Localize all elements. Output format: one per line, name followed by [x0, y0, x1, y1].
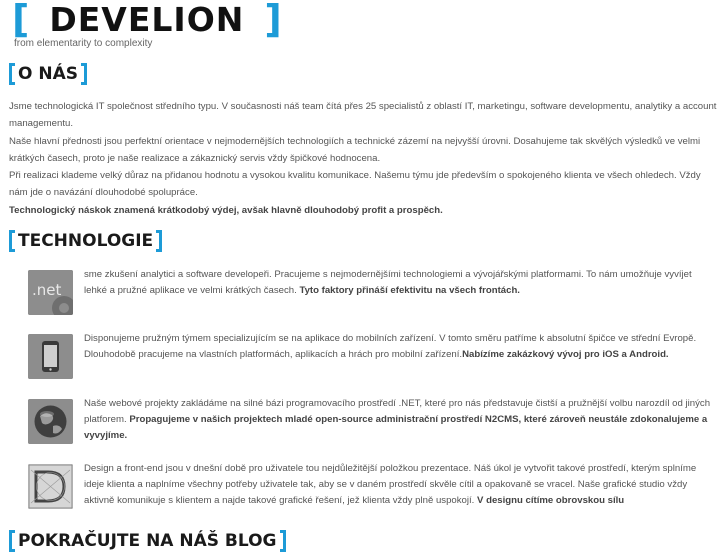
heading-bracket-right [81, 63, 87, 85]
about-paragraph-4 [9, 202, 721, 219]
tech-item-bold: V designu cítíme obrovskou sílu [477, 495, 625, 506]
tech-item-dotnet-text [84, 267, 716, 299]
mobile-phone-icon [28, 334, 73, 379]
tech-item-bold: Nabízíme zakázkový vývoj pro iOS a Android. [462, 349, 669, 360]
tech-item-mobile [28, 334, 718, 379]
about-paragraph-2: Naše hlavní přednosti jsou perfektní orientace v nejmodernějších technologiích a technické zázemí na nejvyšší úrovni. Dosahujeme tak skvělých výsledků ve velmi krátkých časech, proto je naše realizace a zákaznický servis vždy špičkové hodnocena. [9, 136, 701, 164]
technology-heading-text: TECHNOLOGIE [18, 231, 154, 251]
technology-heading [9, 228, 162, 254]
tech-item-bold: Tyto faktory přináší efektivitu na všech frontách. [299, 285, 520, 296]
tech-item-web [28, 399, 718, 444]
dotnet-icon-label: .net [32, 281, 62, 299]
site-logo[interactable] [12, 0, 282, 41]
about-heading-text: O NÁS [18, 64, 78, 84]
heading-bracket-right [156, 230, 162, 252]
design-letter-d-icon [28, 464, 73, 509]
blog-heading-text[interactable]: POKRAČUJTE NA NÁŠ BLOG [18, 531, 277, 551]
about-highlight: Technologický náskok znamená krátkodobý výdej, avšak hlavně dlouhodobý profit a prospěch. [9, 205, 443, 216]
tech-item-text: Disponujeme pružným týmem specializujícím se na aplikace do mobilních zařízení. V tomto směru patříme k absolutní špičce ve střední Evropě. Dlouhodobě pracujeme na vlastních platformách, aplikacích a hrách pro mobilní zařízení. [84, 333, 697, 360]
tech-item-text: sme zkušení analytici a software developeři. Pracujeme s nejmodernějšími technologiemi a vývojářskými platformami. To nám umožňuje vyvíjet lehké a pružné aplikace ve velmi krátkých časech. [84, 269, 692, 296]
about-paragraph-3: Při realizaci klademe velký důraz na přidanou hodnotu a vysokou kvalitu komunikace. Našemu týmu jde především o spokojeného klienta ve všech ohledech. Vždy nám jde o navázání dlouhodobé spolupráce. [9, 170, 701, 198]
logo-bracket-right: ] [264, 0, 282, 41]
about-heading [9, 61, 87, 87]
heading-bracket-left [9, 530, 15, 552]
blog-heading[interactable] [9, 528, 286, 554]
tech-item-text: Design a front-end jsou v dnešní době pro uživatele tou nejdůležitější položkou prezentace. Náš úkol je vytvořit takové prostředí, kterým splníme ideje klienta a naplníme všechny potřeby uživatele tak, aby se v daném prostředí skvěle cítil a opakovaně se vracel. Naše grafické studio vždy aktivně komunikuje s klientem a najde takové grafické řešení, jež klienta vždy plně uspokojí. [84, 463, 697, 506]
tech-item-dotnet [28, 270, 718, 315]
tagline: from elementarity to complexity [14, 38, 153, 49]
dotnet-icon [28, 270, 73, 315]
tech-item-design-text [84, 461, 716, 509]
tech-item-design [28, 464, 718, 509]
tech-item-bold: Propagujeme v našich projektech mladé open-source administrační prostředí N2CMS, které zároveň neustále zdokonalujeme a vyvyjíme. [84, 414, 708, 441]
tech-item-web-text [84, 396, 716, 444]
tech-item-text: Naše webové projekty zakládáme na silné bázi programovacího prostředí .NET, které pro nás představuje čistší a pružnější volbu narozdíl od jiných platforem. [84, 398, 711, 425]
tech-item-mobile-text [84, 331, 716, 363]
about-paragraph-1: Jsme technologická IT společnost středního typu. V současnosti náš team čítá přes 25 specialistů z oblastí IT, marketingu, software developmentu, analytiky a account managementu. [9, 101, 717, 129]
globe-icon [28, 399, 73, 444]
heading-bracket-left [9, 63, 15, 85]
heading-bracket-right [280, 530, 286, 552]
logo-bracket-left: [ [12, 0, 30, 41]
heading-bracket-left [9, 230, 15, 252]
logo-text: DEVELION [49, 0, 245, 39]
